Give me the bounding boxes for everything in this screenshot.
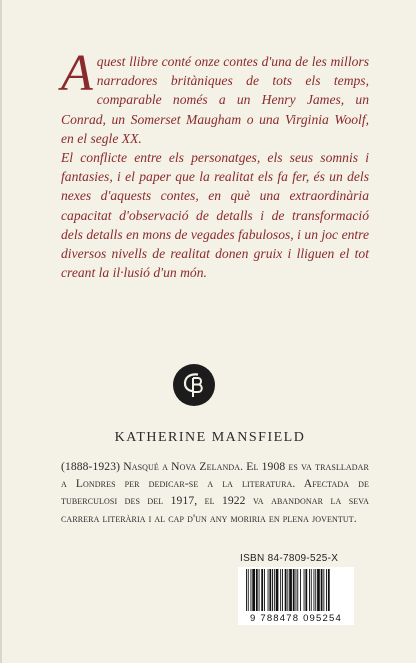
blurb-paragraph-1-text: quest llibre conté onze contes d'una de les millors narradores britàniques de tots els temps, comparable només a un Henry James, un Conrad, un Somerset Maugham o una Virginia Woolf, en el segle XX. — [61, 54, 369, 146]
barcode-bar — [261, 569, 263, 611]
barcode-bar — [321, 569, 323, 611]
barcode-bar — [276, 569, 279, 611]
author-bio: (1888-1923) Nasqué a Nova Zelanda. El 1908 es va traslladar a Londres per dedicar-se a la literatura. Afectada de tuberculosi des del 1917, el 1922 va abandonar la seva carrera literària i al cap d'un any moriria en plena joventut. — [61, 460, 369, 525]
barcode-bar — [300, 569, 301, 611]
barcode-bar — [246, 569, 247, 611]
barcode-bar — [264, 569, 265, 611]
barcode-bar — [311, 569, 312, 611]
barcode-bar — [297, 569, 298, 611]
barcode-bar — [251, 569, 252, 611]
barcode-bar — [280, 569, 281, 611]
barcode-bar — [259, 569, 260, 611]
barcode-bar — [252, 569, 255, 611]
barcode-bar — [309, 569, 310, 611]
blurb — [61, 45, 369, 282]
barcode-number: 9 788478 095254 — [238, 613, 354, 625]
blurb-paragraph-1 — [61, 45, 369, 148]
barcode-bar — [287, 569, 288, 611]
barcode-bar — [304, 569, 305, 611]
publisher-logo-icon — [173, 364, 215, 406]
barcode-bar — [323, 569, 324, 611]
barcode-bar — [268, 569, 269, 611]
author-name: KATHERINE MANSFIELD — [114, 430, 306, 445]
barcode-bar — [256, 569, 258, 611]
barcode-bar — [328, 569, 330, 611]
barcode-bar — [293, 569, 295, 611]
barcode-bar — [326, 569, 327, 611]
blurb-paragraph-2: El conflicte entre els personatges, els seus somnis i fantasies, i el paper que la realitat els fa fer, és un dels nexes d'aquests contes, en què una extraordinària capacitat d'observació de detalls i de transformació dels detalls en mons de vegades fabulosos, i un joc entre diversos nivells de realitat donen gruix i lliguen el tot creant la il·lusió d'un món. — [61, 150, 369, 281]
drop-cap: A — [61, 45, 93, 102]
barcode-bar — [285, 569, 287, 611]
barcode-bar — [314, 569, 315, 611]
barcode-bar — [289, 569, 292, 611]
publisher-logo-mark — [173, 364, 215, 406]
barcode-bar — [274, 569, 275, 611]
barcode-bar — [269, 569, 271, 611]
barcode-bar — [317, 569, 320, 611]
barcode-bar — [272, 569, 273, 611]
barcode-bar — [248, 569, 249, 611]
barcode — [238, 567, 354, 625]
barcode-bar — [305, 569, 307, 611]
barcode-bar — [282, 569, 283, 611]
isbn-label: ISBN 84-7809-525-X — [240, 553, 339, 564]
barcode-bar — [296, 569, 297, 611]
barcode-bar — [315, 569, 316, 611]
barcode-bars — [238, 567, 354, 613]
